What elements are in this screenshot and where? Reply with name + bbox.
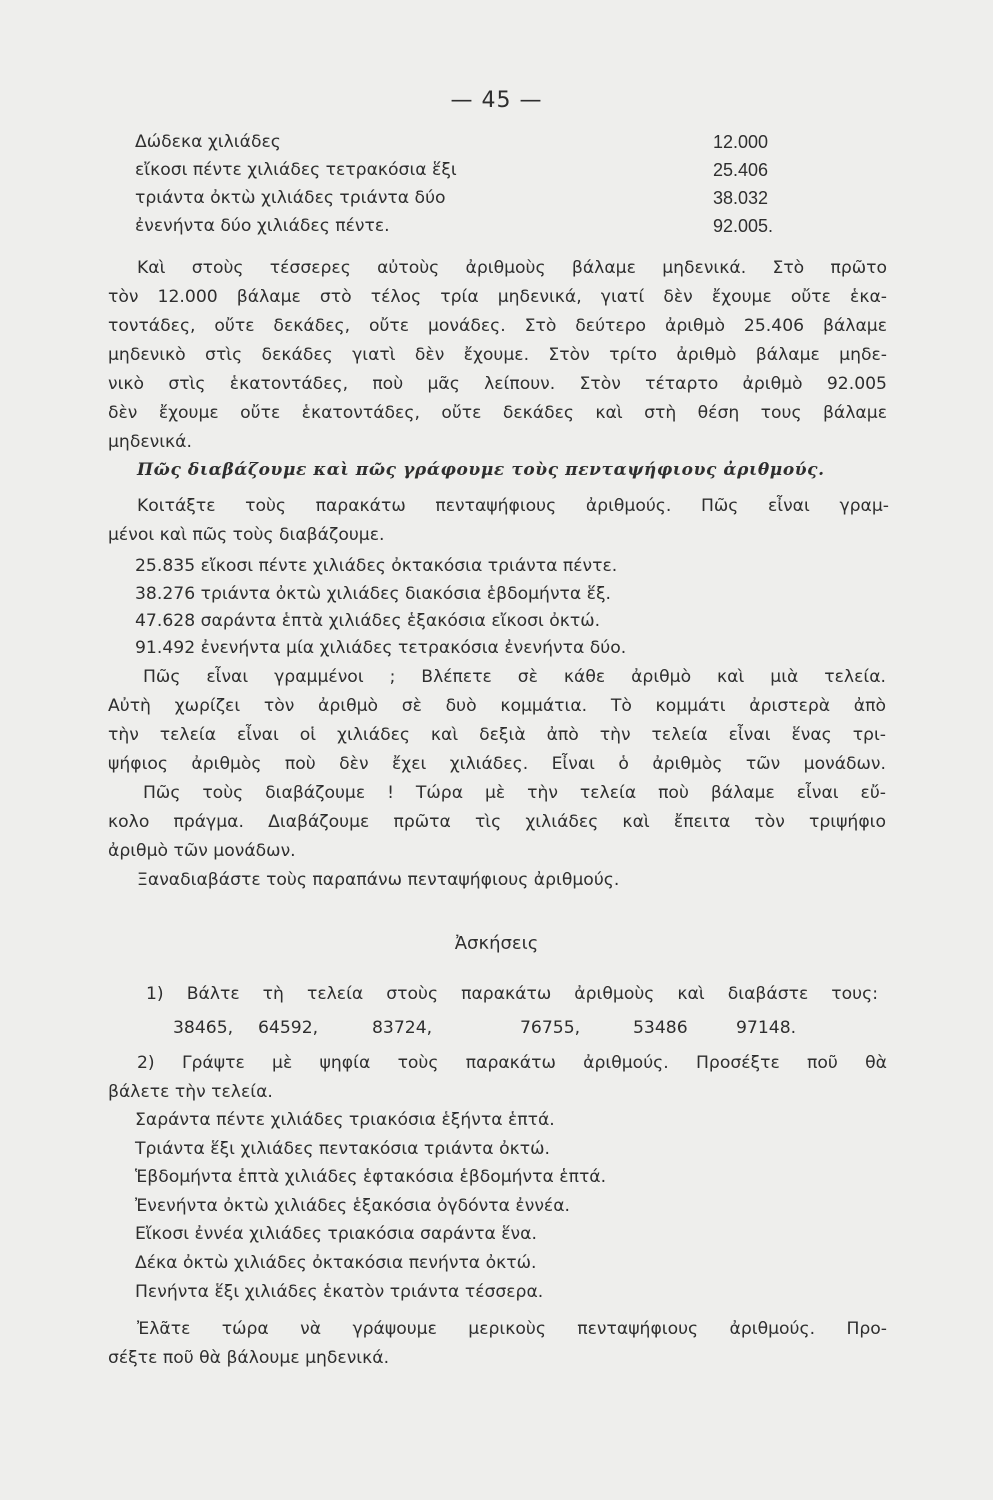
number-words: Δώδεκα χιλιάδες [135,132,281,152]
exercise-1-text: 1) Βάλτε τὴ τελεία στοὺς παρακάτω ἀριθμοὺς καὶ διαβάστε τους: [146,984,878,1004]
closing-line: σέξτε ποῦ θὰ βάλουμε μηδενικά. [108,1348,390,1368]
exercise-2-item: Δέκα ὀκτὼ χιλιάδες ὀκτακόσια πενήντα ὀκτώ. [135,1253,537,1273]
example-line: 91.492 ἐνενήντα μία χιλιάδες τετρακόσια ἐνενήντα δύο. [135,638,627,658]
paragraph-line: νικὸ στὶς ἑκατοντάδες, ποὺ μᾶς λείπουν. Στὸν τέταρτο ἀριθμὸ 92.005 [108,374,887,394]
number-words: τριάντα ὀκτὼ χιλιάδες τριάντα δύο [135,188,446,208]
paragraph-line: τὴν τελεία εἶναι οἱ χιλιάδες καὶ δεξιὰ ἀπὸ τὴν τελεία εἶναι ἕνας τρι- [108,725,886,745]
exercise-2-text: 2) Γράψτε μὲ ψηφία τοὺς παρακάτω ἀριθμούς. Προσέξτε ποῦ θὰ [137,1053,887,1073]
page-number: — 45 — [450,88,543,113]
paragraph-line: Αὐτὴ χωρίζει τὸν ἀριθμὸ σὲ δυὸ κομμάτια. Τὸ κομμάτι ἀριστερὰ ἀπὸ [108,696,886,716]
paragraph-line: κολο πράγμα. Διαβάζουμε πρῶτα τὶς χιλιάδες καὶ ἔπειτα τὸν τριψήφιο [108,812,886,832]
example-line: 38.276 τριάντα ὀκτὼ χιλιάδες διακόσια ἑβδομήντα ἕξ. [135,584,612,604]
exercise-2-text: βάλετε τὴν τελεία. [108,1082,273,1102]
paragraph-line: τοντάδες, οὔτε δεκάδες, οὔτε μονάδες. Στὸ δεύτερο ἀριθμὸ 25.406 βάλαμε [108,316,887,336]
paragraph-line: Καὶ στοὺς τέσσερες αὐτοὺς ἀριθμοὺς βάλαμε μηδενικά. Στὸ πρῶτο [137,258,887,278]
paragraph-line: δὲν ἔχουμε οὔτε ἑκατοντάδες, οὔτε δεκάδες καὶ στὴ θέση τους βάλαμε [108,403,887,423]
exercise-2-item: Πενήντα ἕξι χιλιάδες ἑκατὸν τριάντα τέσσερα. [135,1282,544,1302]
paragraph-line: Κοιτάξτε τοὺς παρακάτω πενταψήφιους ἀριθμούς. Πῶς εἶναι γραμ- [137,496,889,516]
number-digits: 92.005. [713,216,774,236]
paragraph-line: ἀριθμὸ τῶν μονάδων. [108,841,296,861]
section-subheading: Πῶς διαβάζουμε καὶ πῶς γράφουμε τοὺς πενταψήφιους ἀριθμούς. [137,460,825,480]
example-line: 25.835 εἴκοσι πέντε χιλιάδες ὀκτακόσια τριάντα πέντε. [135,556,618,576]
paragraph-line: ψήφιος ἀριθμὸς ποὺ δὲν ἔχει χιλιάδες. Εἶναι ὁ ἀριθμὸς τῶν μονάδων. [108,754,886,774]
exercise-number: 83724, [372,1018,433,1038]
number-digits: 12.000 [713,132,769,152]
paragraph-line: μηδενικὸ στὶς δεκάδες γιατὶ δὲν ἔχουμε. Στὸν τρίτο ἀριθμὸ βάλαμε μηδε- [108,345,887,365]
exercise-number: 53486 [633,1018,688,1038]
exercise-2-item: Ἑβδομήντα ἑπτὰ χιλιάδες ἑφτακόσια ἑβδομήντα ἑπτά. [135,1167,607,1187]
exercise-number: 97148. [736,1018,797,1038]
number-digits: 38.032 [713,188,769,208]
exercise-2-item: Σαράντα πέντε χιλιάδες τριακόσια ἑξήντα ἑπτά. [135,1110,555,1130]
exercise-number: 38465, [173,1018,234,1038]
paragraph-line: μηδενικά. [108,432,192,452]
number-words: ἐνενήντα δύο χιλιάδες πέντε. [135,216,390,236]
number-digits: 25.406 [713,160,769,180]
exercise-2-item: Εἴκοσι ἐννέα χιλιάδες τριακόσια σαράντα ἕνα. [135,1224,537,1244]
number-words: εἴκοσι πέντε χιλιάδες τετρακόσια ἕξι [135,160,457,180]
exercises-title: Ἀσκήσεις [454,933,539,954]
paragraph-line: μένοι καὶ πῶς τοὺς διαβάζουμε. [108,525,385,545]
exercise-number: 76755, [520,1018,581,1038]
paragraph-line: Πῶς εἶναι γραμμένοι ; Βλέπετε σὲ κάθε ἀριθμὸ καὶ μιὰ τελεία. [143,667,886,687]
exercise-2-item: Τριάντα ἕξι χιλιάδες πεντακόσια τριάντα ὀκτώ. [135,1139,550,1159]
exercise-number: 64592, [258,1018,319,1038]
example-line: 47.628 σαράντα ἑπτὰ χιλιάδες ἑξακόσια εἴκοσι ὀκτώ. [135,611,601,631]
paragraph-line: τὸν 12.000 βάλαμε στὸ τέλος τρία μηδενικά, γιατί δὲν ἔχουμε οὔτε ἑκα- [108,287,887,307]
exercise-2-item: Ἐνενήντα ὀκτὼ χιλιάδες ἑξακόσια ὀγδόντα ἐννέα. [135,1196,570,1216]
closing-line: Ἐλᾶτε τώρα νὰ γράψουμε μερικοὺς πενταψήφιους ἀριθμούς. Προ- [137,1319,887,1339]
paragraph-line: Πῶς τοὺς διαβάζουμε ! Τώρα μὲ τὴν τελεία ποὺ βάλαμε εἶναι εὔ- [143,783,886,803]
paragraph-line: Ξαναδιαβάστε τοὺς παραπάνω πενταψήφιους ἀριθμούς. [137,870,620,890]
